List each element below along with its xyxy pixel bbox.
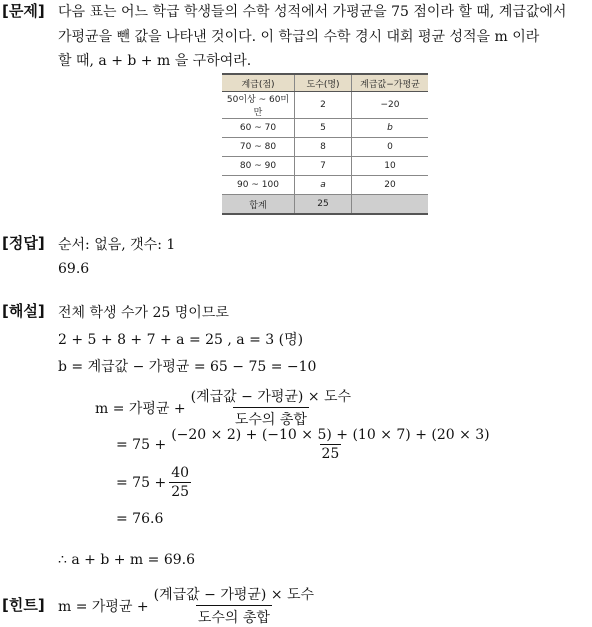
equation-2-numerator: (−20 × 2) + (−10 × 5) + (10 × 7) + (20 × 3) [171,427,490,443]
table-cell-frequency: 8 [295,138,352,157]
table-cell-frequency: 2 [295,92,352,119]
equation-2 [116,427,495,462]
hint-label: [힌트] [2,596,45,614]
table-row [222,92,428,119]
table-cell-deviation: b [352,119,429,138]
table-total-label: 합계 [222,195,295,215]
table-total-frequency: 25 [295,195,352,215]
table-cell-class: 90 ~ 100 [222,176,295,195]
equation-1-lhs: m = 가평균 + [95,400,186,417]
problem-label: [문제] [2,2,45,20]
solution-conclusion: ∴ a + b + m = 69.6 [58,552,196,568]
table-row [222,157,428,176]
table-header-deviation: 계급값−가평균 [352,74,429,92]
table-total-row [222,195,428,215]
equation-3-lhs: = 75 + [116,474,167,491]
equation-1-numerator: (계급값 − 가평균) × 도수 [190,389,352,405]
equation-3-denominator: 25 [171,484,190,500]
hint-formula-lhs: m = 가평균 + [58,598,149,615]
table-cell-frequency: 7 [295,157,352,176]
table-header-frequency: 도수(명) [295,74,352,92]
problem-text-line-1: 다음 표는 어느 학급 학생들의 수학 성적에서 가평균을 75 점이라 할 때, 계급값에서 [58,4,567,20]
solution-line-2: 2 + 5 + 8 + 7 + a = 25 , a = 3 (명) [58,332,304,348]
equation-1-fraction [189,386,353,429]
table-row [222,119,428,138]
table-cell-frequency: 5 [295,119,352,138]
table-cell-frequency: a [295,176,352,195]
table-total-empty [352,195,429,215]
hint-formula-denominator: 도수의 총합 [196,605,272,627]
hint-formula-numerator: (계급값 − 가평균) × 도수 [153,587,315,603]
solution-label: [해설] [2,302,45,320]
equation-3-fraction [169,465,191,500]
table-cell-class: 70 ~ 80 [222,138,295,157]
table-row [222,138,428,157]
equation-2-denominator: 25 [321,446,340,462]
equation-2-fraction [169,427,491,462]
table-cell-deviation: 10 [352,157,429,176]
answer-value: 69.6 [58,261,90,277]
problem-text-line-2: 가평균을 뺀 값을 나타낸 것이다. 이 학급의 수학 경시 대회 평균 성적을 m 이라 [58,29,540,45]
table-row [222,176,428,195]
table-header-row [222,74,428,92]
equation-3 [116,465,194,500]
equation-2-lhs: = 75 + [116,436,167,453]
answer-label: [정답] [2,234,45,252]
hint-formula [58,584,319,627]
table-cell-deviation: 0 [352,138,429,157]
table-header-class: 계급(점) [222,74,295,92]
equation-3-numerator: 40 [171,465,190,481]
equation-4: = 76.6 [116,511,164,527]
solution-line-3: b = 계급값 − 가평균 = 65 − 75 = −10 [58,359,317,375]
problem-text-line-3: 할 때, a + b + m 을 구하여라. [58,53,252,69]
table-cell-deviation: 20 [352,176,429,195]
table-cell-class: 80 ~ 90 [222,157,295,176]
hint-formula-fraction [152,584,316,627]
frequency-table [222,73,428,215]
table-cell-class: 50이상 ~ 60미만 [222,92,295,119]
equation-1-denominator: 도수의 총합 [233,407,309,429]
table-cell-class: 60 ~ 70 [222,119,295,138]
equation-1 [95,386,356,429]
solution-line-1: 전체 학생 수가 25 명이므로 [58,305,229,321]
answer-order-count: 순서: 없음, 갯수: 1 [58,237,176,253]
table-cell-deviation: −20 [352,92,429,119]
